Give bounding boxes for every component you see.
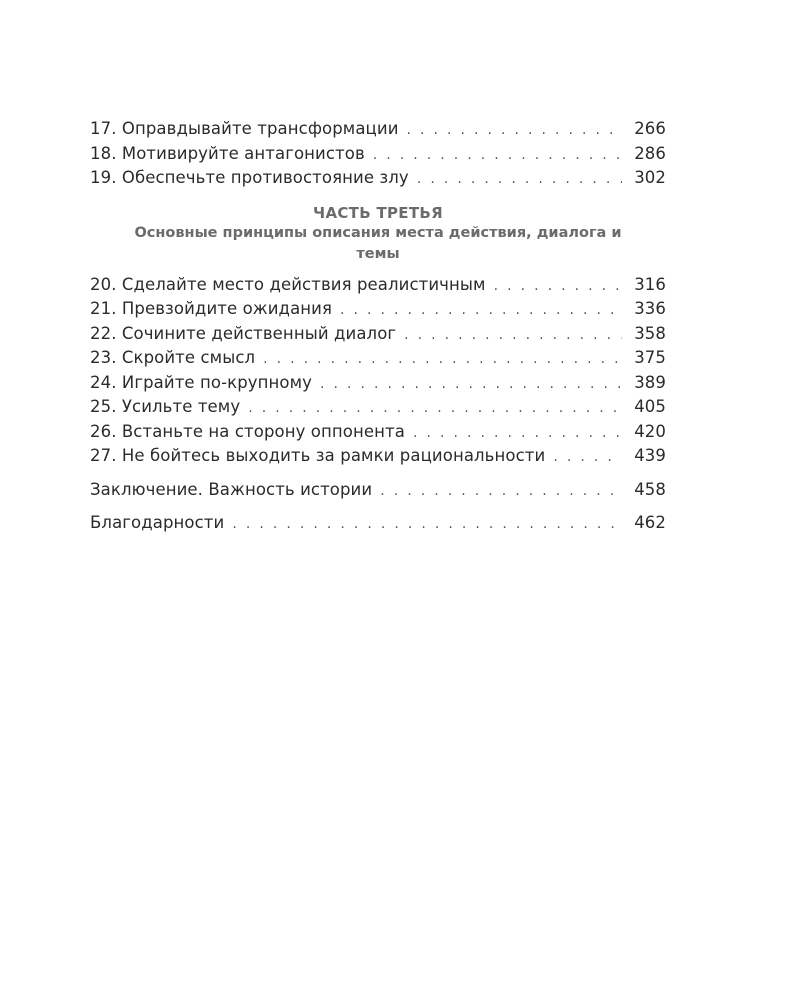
toc-entry-title: 18. Мотивируйте антагонистов	[90, 143, 365, 163]
dot-leader	[553, 449, 622, 465]
toc-entry-page: 266	[634, 119, 666, 138]
dot-leader	[380, 483, 622, 499]
toc-entry[interactable]	[90, 422, 666, 447]
toc-entry-page: 358	[634, 323, 666, 343]
toc-entry[interactable]	[90, 144, 666, 169]
toc-entry-title: 22. Сочините действенный диалог	[90, 323, 397, 343]
toc-entry-title: 20. Сделайте место действия реалистичным	[90, 274, 486, 294]
dot-leader	[263, 351, 622, 367]
dot-leader	[407, 122, 622, 138]
toc-entry-page: 375	[634, 348, 666, 367]
toc-entry[interactable]	[90, 299, 666, 324]
dot-leader	[248, 400, 622, 416]
dot-leader	[494, 278, 622, 294]
toc-entry-title: 25. Усильте тему	[90, 397, 241, 416]
toc-entry-page: 439	[634, 446, 666, 465]
toc-entry-page: 462	[634, 513, 666, 532]
dot-leader	[320, 376, 622, 392]
toc-entry-page: 316	[634, 274, 666, 294]
toc-entry-conclusion[interactable]	[90, 480, 666, 505]
toc-entry-title: 26. Встаньте на сторону оппонента	[90, 421, 405, 441]
toc-entry-page: 389	[634, 372, 666, 392]
toc-entry-title: 24. Играйте по-крупному	[90, 372, 313, 392]
toc-entry[interactable]	[90, 373, 666, 398]
toc-entry-title: 21. Превзойдите ожидания	[90, 299, 333, 318]
toc-entry-title: Заключение. Важность истории	[90, 479, 373, 499]
toc-entry[interactable]	[90, 324, 666, 349]
part-heading	[90, 203, 666, 265]
spacer	[90, 504, 666, 513]
toc-section-one	[90, 119, 666, 193]
toc-entry[interactable]	[90, 275, 666, 300]
toc-entry-page: 405	[634, 397, 666, 416]
toc-entry[interactable]	[90, 446, 666, 471]
toc-entry-acknowledgements[interactable]	[90, 513, 666, 538]
dot-leader	[373, 147, 622, 163]
toc-entry[interactable]	[90, 119, 666, 144]
dot-leader	[417, 171, 622, 187]
toc-entry-page: 286	[634, 143, 666, 163]
toc-section-two	[90, 275, 666, 471]
toc-entry-page: 458	[634, 479, 666, 499]
spacer	[90, 471, 666, 480]
toc-entry-title: 23. Скройте смысл	[90, 348, 256, 367]
toc-entry[interactable]	[90, 168, 666, 193]
dot-leader	[232, 516, 622, 532]
toc-entry-title: 17. Оправдывайте трансформации	[90, 119, 399, 138]
toc-entry-title: 27. Не бойтесь выходить за рамки рациональности	[90, 446, 546, 465]
part-subtitle: Основные принципы описания места действия, диалога и темы	[134, 224, 622, 262]
toc-entry[interactable]	[90, 348, 666, 373]
table-of-contents	[90, 119, 666, 538]
toc-entry-title: 19. Обеспечьте противостояние злу	[90, 168, 409, 187]
toc-entry-page: 336	[634, 299, 666, 318]
dot-leader	[404, 327, 622, 343]
toc-entry-page: 420	[634, 421, 666, 441]
toc-entry[interactable]	[90, 397, 666, 422]
toc-entry-title: Благодарности	[90, 513, 225, 532]
dot-leader	[340, 302, 622, 318]
toc-entry-page: 302	[634, 168, 666, 187]
part-label: ЧАСТЬ ТРЕТЬЯ	[313, 203, 443, 222]
dot-leader	[413, 425, 622, 441]
